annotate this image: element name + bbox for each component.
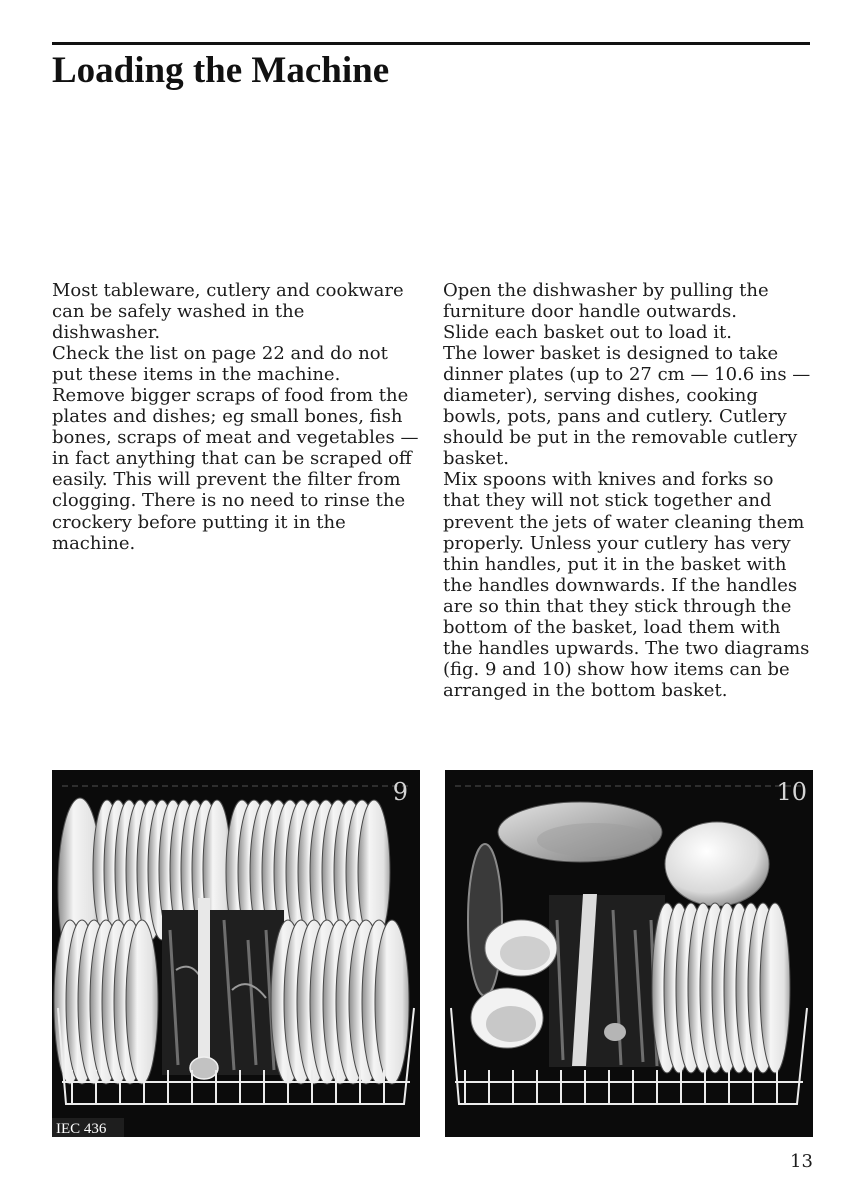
figure-number: 9 xyxy=(392,778,408,806)
cutlery-basket-handle xyxy=(198,898,210,1064)
bowl xyxy=(665,822,769,906)
spoon xyxy=(190,1057,218,1079)
text-line: thin handles, put it in the basket with xyxy=(443,553,787,575)
text-line: (fig. 9 and 10) show how items can be xyxy=(443,658,790,680)
spoon xyxy=(604,1023,626,1041)
bowl-inner xyxy=(486,1006,536,1042)
text-line: put these items in the machine. xyxy=(52,364,341,386)
bowl-inner xyxy=(500,936,550,970)
text-line: machine. xyxy=(52,532,136,554)
figure-number: 10 xyxy=(776,778,807,806)
text-line: basket. xyxy=(443,448,510,470)
figure-9-photo xyxy=(52,770,420,1137)
lower-basket-bowls-image xyxy=(445,770,813,1137)
serving-dish-shadow xyxy=(537,823,653,857)
cutlery-basket xyxy=(549,894,665,1067)
text-line: bones, scraps of meat and vegetables — xyxy=(52,427,419,449)
text-line: Mix spoons with knives and forks so xyxy=(443,469,774,491)
cutlery-basket xyxy=(162,898,284,1079)
right-column xyxy=(443,280,823,701)
text-line: prevent the jets of water cleaning them xyxy=(443,511,805,533)
text-line: The lower basket is designed to take xyxy=(443,343,779,365)
figure-label: IEC 436 xyxy=(56,1121,107,1137)
page-title: Loading the Machine xyxy=(52,50,390,91)
text-line: Slide each basket out to load it. xyxy=(443,322,732,344)
plate xyxy=(468,844,502,996)
text-line: bottom of the basket, load them with xyxy=(443,616,781,638)
text-line: arranged in the bottom basket. xyxy=(443,679,728,701)
text-line: diameter), serving dishes, cooking xyxy=(443,385,758,407)
right-row-plates xyxy=(652,903,790,1073)
text-line: plates and dishes; eg small bones, fish xyxy=(52,406,403,428)
text-line: bowls, pots, pans and cutlery. Cutlery xyxy=(443,406,787,428)
text-line: Open the dishwasher by pulling the xyxy=(443,280,769,301)
page-number: 13 xyxy=(790,1151,813,1172)
text-line: that they will not stick together and xyxy=(443,490,772,512)
text-line: clogging. There is no need to rinse the xyxy=(52,490,406,512)
text-line: are so thin that they stick through the xyxy=(443,595,792,617)
top-rule xyxy=(52,42,810,45)
text-line: can be safely washed in the xyxy=(52,301,305,323)
text-line: dishwasher. xyxy=(52,322,161,344)
plate xyxy=(126,920,158,1084)
text-line: Check the list on page 22 and do not xyxy=(52,343,388,365)
text-line: Remove bigger scraps of food from the xyxy=(52,385,409,407)
text-line: dinner plates (up to 27 cm — 10.6 ins — xyxy=(443,364,811,386)
text-line: furniture door handle outwards. xyxy=(443,301,737,323)
lower-basket-plates-image xyxy=(52,770,420,1137)
text-line: crockery before putting it in the xyxy=(52,511,346,533)
text-line: Most tableware, cutlery and cookware xyxy=(52,280,404,301)
text-line: the handles upwards. The two diagrams xyxy=(443,637,810,659)
figure-10-photo xyxy=(445,770,813,1137)
left-column xyxy=(52,280,432,554)
text-line: properly. Unless your cutlery has very xyxy=(443,532,791,554)
plate xyxy=(375,920,409,1084)
text-line: in fact anything that can be scraped off xyxy=(52,448,412,470)
text-line: should be put in the removable cutlery xyxy=(443,427,798,449)
plate xyxy=(760,903,790,1073)
text-line: easily. This will prevent the filter from xyxy=(52,469,401,491)
text-line: the handles downwards. If the handles xyxy=(443,574,798,596)
